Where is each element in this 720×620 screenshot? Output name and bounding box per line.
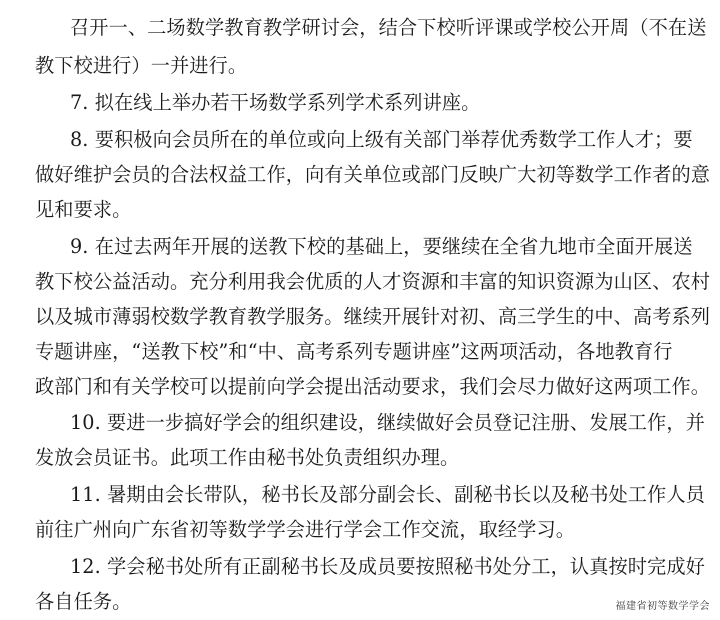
text-line-2: 教下校进行）一并进行。 — [35, 54, 248, 77]
text-line-8: 教下校公益活动。充分利用我会优质的人才资源和丰富的知识资源为山区、农村 — [35, 270, 711, 293]
text-line-9: 以及城市薄弱校数学教育教学服务。继续开展针对初、高三学生的中、高考系列 — [35, 305, 711, 328]
text-line-12: 10. 要进一步搞好学会的组织建设，继续做好会员登记注册、发展工作，并 — [70, 411, 705, 434]
text-line-15: 前往广州向广东省初等数学学会进行学会工作交流，取经学习。 — [35, 518, 576, 541]
text-line-10: 专题讲座，“送教下校”和“中、高考系列专题讲座”这两项活动，各地教育行 — [35, 340, 673, 363]
text-line-1: 召开一、二场数学教育教学研讨会，结合下校听评课或学校公开周（不在送 — [70, 16, 707, 39]
text-line-16: 12. 学会秘书处所有正副秘书长及成员要按照秘书处分工，认真按时完成好 — [70, 555, 705, 578]
text-line-3: 7. 拟在线上举办若干场数学系列学术系列讲座。 — [70, 91, 481, 114]
text-line-14: 11. 暑期由会长带队，秘书长及部分副会长、副秘书长以及秘书处工作人员 — [70, 483, 705, 506]
text-line-5: 做好维护会员的合法权益工作，向有关单位或部门反映广大初等数学工作者的意 — [35, 163, 711, 186]
text-line-17: 各自任务。 — [35, 590, 132, 613]
text-line-13: 发放会员证书。此项工作由秘书处负责组织办理。 — [35, 446, 460, 469]
watermark-text: 福建省初等数学学会 — [615, 601, 710, 612]
text-line-4: 8. 要积极向会员所在的单位或向上级有关部门举荐优秀数学工作人才；要 — [70, 128, 693, 151]
text-line-7: 9. 在过去两年开展的送教下校的基础上，要继续在全省九地市全面开展送 — [70, 235, 693, 258]
text-line-6: 见和要求。 — [35, 198, 132, 221]
text-line-11: 政部门和有关学校可以提前向学会提出活动要求，我们会尽力做好这两项工作。 — [35, 375, 711, 398]
